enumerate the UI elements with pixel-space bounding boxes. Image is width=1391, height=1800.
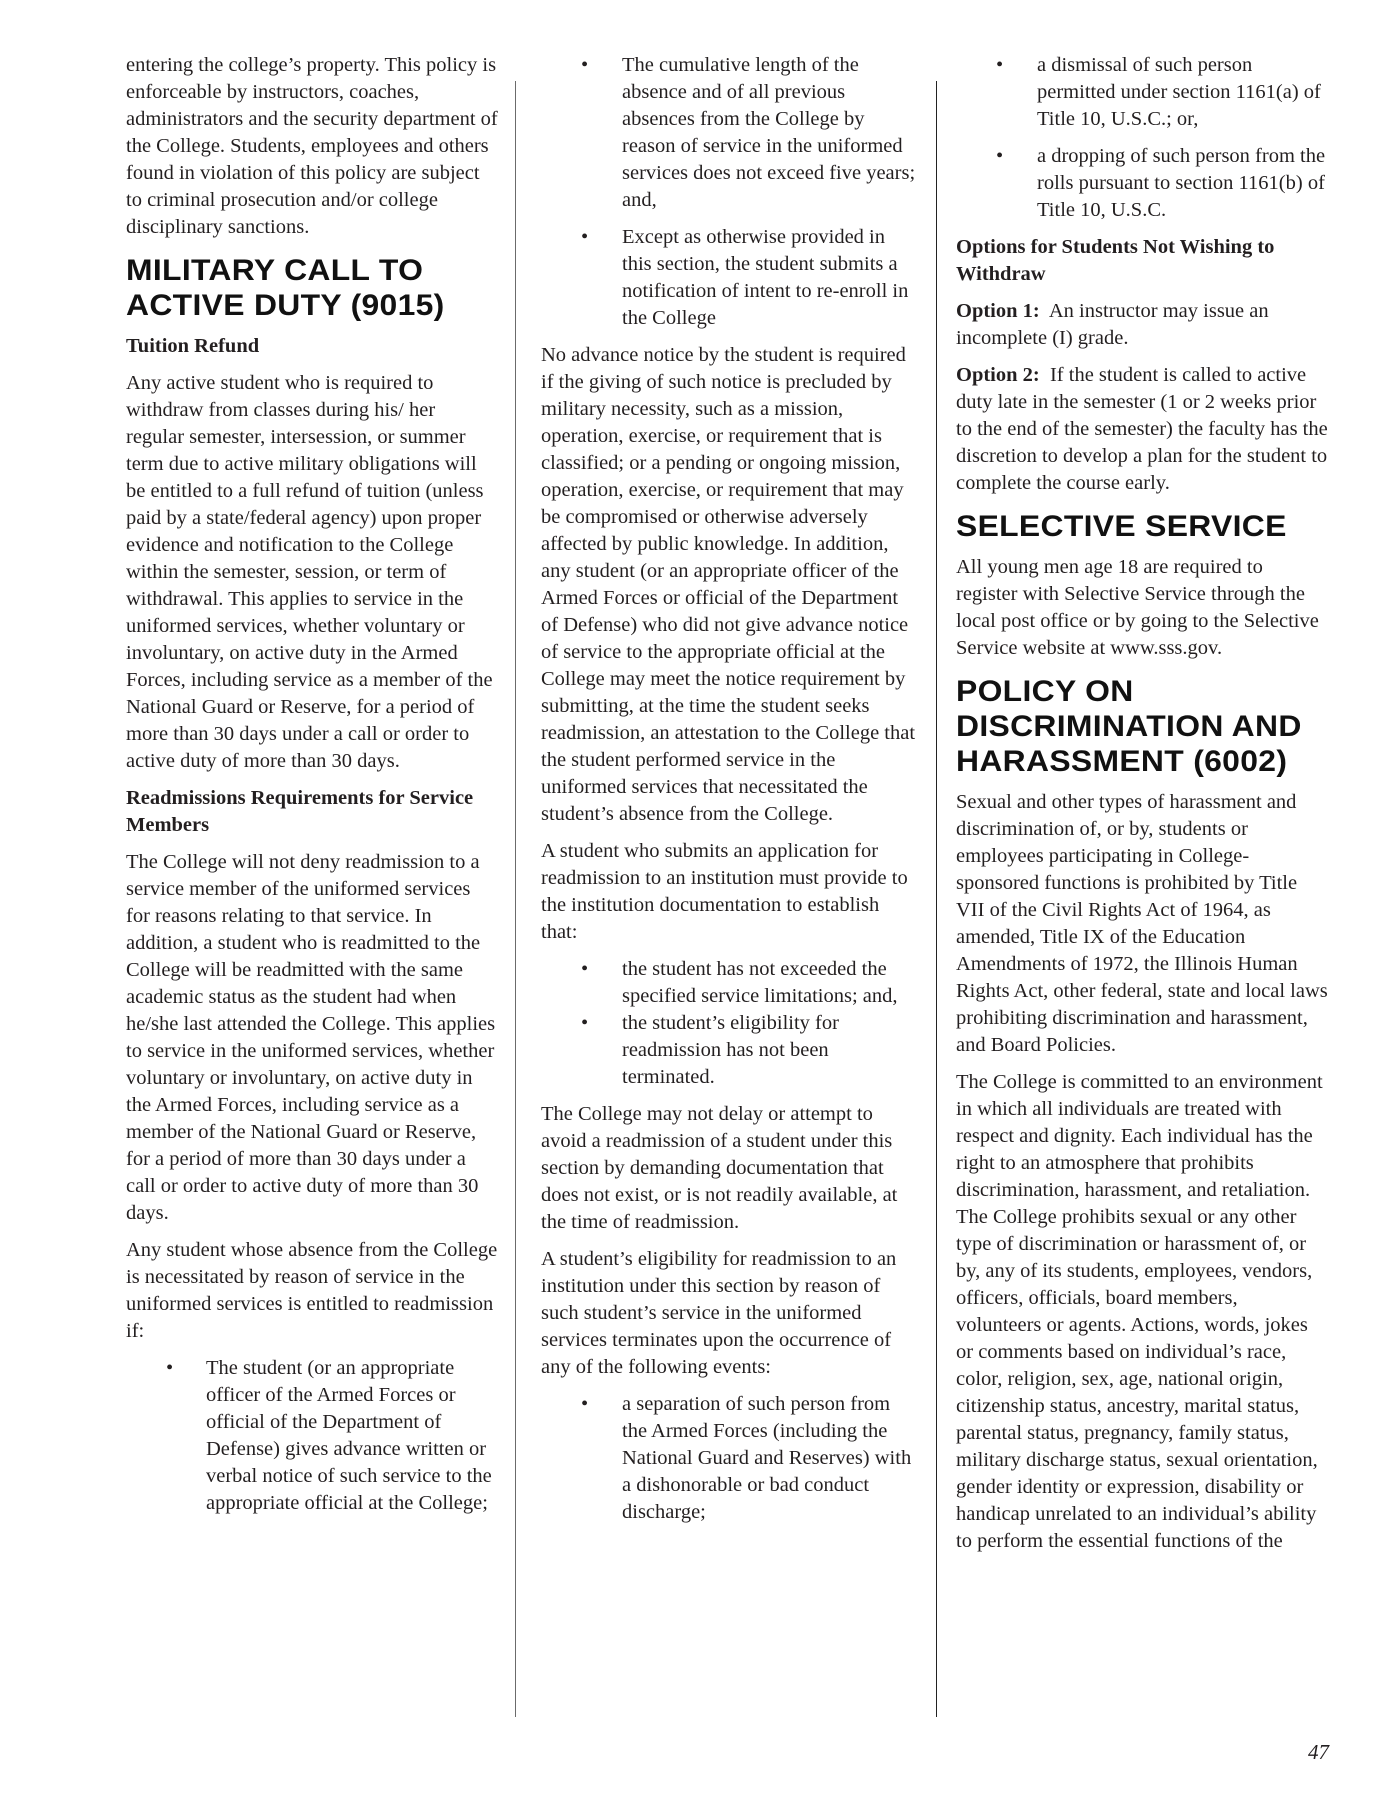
list-item bbox=[541, 52, 916, 214]
heading-line: MILITARY CALL TO bbox=[126, 254, 424, 287]
selective-service-heading: SELECTIVE SERVICE bbox=[956, 510, 1287, 543]
readmissions-subhead: Readmissions Requirements for Service Members bbox=[126, 787, 474, 836]
list-item-text: The cumulative length of the absence and of all previous absences from the College by reason of service in the uniformed services does not exceed five years; and, bbox=[622, 54, 916, 211]
entitled-bullet-list bbox=[126, 1355, 498, 1517]
entitled-paragraph: Any student whose absence from the College is necessitated by reason of service in the uniformed services is entitled to readmission if: bbox=[126, 1239, 498, 1342]
option-1-paragraph bbox=[956, 298, 1328, 352]
bullet-icon: • bbox=[581, 958, 589, 980]
bullet-icon: • bbox=[581, 1393, 589, 1415]
heading-line: POLICY ON bbox=[956, 675, 1134, 708]
list-item bbox=[541, 956, 916, 1010]
heading-line: HARASSMENT (6002) bbox=[956, 745, 1288, 778]
no-delay-paragraph: The College may not delay or attempt to avoid a readmission of a student under this section by demanding documentation that does not exist, or is not readily available, at the time of readmission. bbox=[541, 1103, 898, 1233]
column-divider bbox=[936, 81, 937, 1717]
option-2-label: Option 2: bbox=[956, 364, 1040, 386]
options-subhead: Options for Students Not Wishing to Withdraw bbox=[956, 236, 1275, 285]
bullet-icon: • bbox=[166, 1357, 174, 1379]
bullet-icon: • bbox=[996, 54, 1004, 76]
policy-discrimination-heading bbox=[956, 674, 1358, 779]
column-left bbox=[126, 52, 498, 1527]
list-item bbox=[956, 143, 1328, 224]
list-item-text: a dropping of such person from the rolls pursuant to section 1161(b) of Title 10, U.S.C. bbox=[1037, 145, 1326, 221]
continued-bullet-list bbox=[541, 52, 916, 332]
intro-paragraph: entering the college’s property. This policy is enforceable by instructors, coaches, administrators and the security department of the College. Students, employees and others found in violation of this policy are subject to criminal prosecution and/or college disciplinary sanctions. bbox=[126, 54, 498, 238]
bullet-icon: • bbox=[581, 54, 589, 76]
tuition-refund-paragraph: Any active student who is required to withdraw from classes during his/ her regular semester, intersession, or summer term due to active military obligations will be entitled to a full refund of tuition (unless paid by a state/federal agency) upon proper evidence and notification to the College within the semester, session, or term of withdrawal. This applies to service in the uniformed services, whether voluntary or involuntary, on active duty in the Armed Forces, including service as a member of the National Guard or Reserve, for a period of more than 30 days under a call or order to active duty of more than 30 days. bbox=[126, 372, 493, 772]
column-middle bbox=[541, 52, 916, 1536]
page-number: 47 bbox=[1308, 1740, 1329, 1764]
list-item bbox=[956, 52, 1328, 133]
bullet-icon: • bbox=[581, 226, 589, 248]
option-1-label: Option 1: bbox=[956, 300, 1040, 322]
no-advance-notice-paragraph: No advance notice by the student is required if the giving of such notice is precluded by military necessity, such as a mission, operation, exercise, or requirement that is classified; or a pending or ongoing mission, operation, exercise, or requirement that may be compromised or otherwise adversely affected by public knowledge. In addition, any student (or an appropriate officer of the Armed Forces or official of the Department of Defense) who did not give advance notice of service to the appropriate official at the College may meet the notice requirement by submitting, at the time the student seeks readmission, an attestation to the College that the student performed service in the uniformed services that necessitated the student’s absence from the College. bbox=[541, 344, 916, 825]
heading-line: ACTIVE DUTY (9015) bbox=[126, 289, 445, 322]
column-divider bbox=[515, 81, 516, 1717]
list-item-text: The student (or an appropriate officer of the Armed Forces or official of the Department of Defense) gives advance written or verbal notice of such service to the appropriate official at the College; bbox=[206, 1357, 492, 1514]
list-item bbox=[541, 1391, 916, 1526]
list-item-text: Except as otherwise provided in this section, the student submits a notification of intent to re-enroll in the College bbox=[622, 226, 909, 329]
option-1-text: An instructor may issue an incomplete (I) grade. bbox=[956, 300, 1269, 349]
policy-paragraph-1: Sexual and other types of harassment and discrimination of, or by, students or employees participating in College-sponsored functions is prohibited by Title VII of the Civil Rights Act of 1964, as amended, Title IX of the Education Amendments of 1972, the Illinois Human Rights Act, other federal, state and local laws prohibiting discrimination and harassment, and Board Policies. bbox=[956, 791, 1328, 1056]
bullet-icon: • bbox=[996, 145, 1004, 167]
list-item-text: a separation of such person from the Armed Forces (including the National Guard and Reserves) with a dishonorable or bad conduct discharge; bbox=[622, 1393, 912, 1523]
list-item-text: the student has not exceeded the specified service limitations; and, bbox=[622, 958, 898, 1007]
application-bullet-list bbox=[541, 956, 916, 1091]
heading-line: DISCRIMINATION AND bbox=[956, 710, 1302, 743]
list-item bbox=[126, 1355, 498, 1517]
column-right bbox=[956, 52, 1328, 1565]
policy-paragraph-2: The College is committed to an environment in which all individuals are treated with respect and dignity. Each individual has the right to an atmosphere that prohibits discrimination, harassment, and retaliation. The College prohibits sexual or any other type of discrimination or harassment of, or by, any of its students, employees, vendors, officers, officials, board members, volunteers or agents. Actions, words, jokes or comments based on individual’s race, color, religion, sex, age, national origin, citizenship status, ancestry, marital status, parental status, pregnancy, family status, military discharge status, sexual orientation, gender identity or expression, disability or handicap unrelated to an individual’s ability to perform the essential functions of the bbox=[956, 1071, 1323, 1552]
readmissions-paragraph: The College will not deny readmission to a service member of the uniformed services for reasons relating to that service. In addition, a student who is readmitted to the College will be readmitted with the same academic status as the student had when he/she last attended the College. This applies to service in the uniformed services, whether voluntary or involuntary, on active duty in the Armed Forces, including service as a member of the National Guard or Reserve, for a period of more than 30 days under a call or order to active duty of more than 30 days. bbox=[126, 851, 496, 1224]
continued-bullet-list bbox=[956, 52, 1328, 224]
military-call-heading bbox=[126, 253, 528, 323]
tuition-refund-subhead: Tuition Refund bbox=[126, 335, 260, 357]
application-paragraph: A student who submits an application for readmission to an institution must provide to the institution documentation to establish that: bbox=[541, 840, 908, 943]
bullet-icon: • bbox=[581, 1012, 589, 1034]
eligibility-bullet-list bbox=[541, 1391, 916, 1526]
list-item-text: a dismissal of such person permitted under section 1161(a) of Title 10, U.S.C.; or, bbox=[1037, 54, 1321, 130]
option-2-text: If the student is called to active duty late in the semester (1 or 2 weeks prior to the end of the semester) the faculty has the discretion to develop a plan for the student to complete the course early. bbox=[956, 364, 1328, 494]
selective-service-paragraph: All young men age 18 are required to register with Selective Service through the local post office or by going to the Selective Service website at www.sss.gov. bbox=[956, 556, 1319, 659]
list-item bbox=[541, 224, 916, 332]
list-item bbox=[541, 1010, 916, 1091]
option-2-paragraph bbox=[956, 362, 1328, 497]
list-item-text: the student’s eligibility for readmission has not been terminated. bbox=[622, 1012, 839, 1088]
eligibility-paragraph: A student’s eligibility for readmission to an institution under this section by reason of such student’s service in the uniformed services terminates upon the occurrence of any of the following events: bbox=[541, 1248, 897, 1378]
